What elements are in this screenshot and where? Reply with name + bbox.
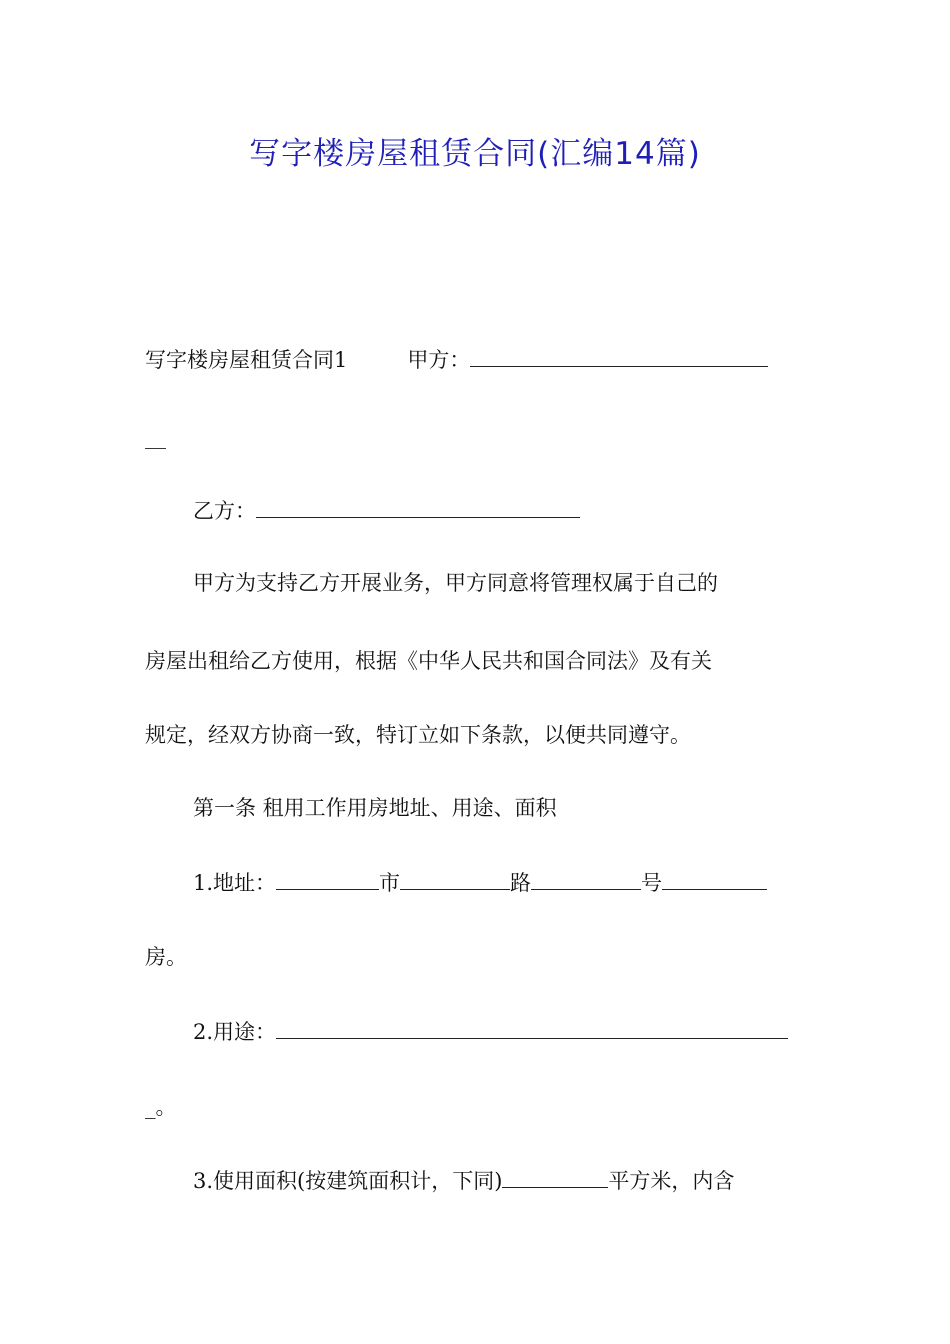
contract-heading: 写字楼房屋租赁合同1 <box>145 348 348 372</box>
area-line <box>193 1166 807 1196</box>
area-label: 3.使用面积(按建筑面积计，下同) <box>193 1169 503 1193</box>
party-a-line <box>145 345 807 375</box>
party-a-label: 甲方： <box>407 348 471 372</box>
address-room-line <box>145 942 807 972</box>
usage-label: 2.用途： <box>193 1020 277 1044</box>
usage-tail: _。 <box>145 1095 177 1119</box>
city-blank <box>276 869 379 890</box>
usage-line <box>193 1017 807 1047</box>
party-a-tail-line <box>145 422 807 452</box>
intro-line-3: 规定，经双方协商一致，特订立如下条款，以便共同遵守。 <box>145 723 691 747</box>
usage-tail-line <box>145 1092 807 1122</box>
room-blank <box>662 869 767 890</box>
intro-line-2: 房屋出租给乙方使用，根据《中华人民共和国合同法》及有关 <box>145 649 712 673</box>
party-b-line <box>193 496 807 526</box>
address-city: 市 <box>379 871 401 895</box>
party-a-blank <box>470 346 768 367</box>
address-line <box>193 868 807 898</box>
road-blank <box>400 869 510 890</box>
area-unit: 平方米，内含 <box>608 1169 735 1193</box>
article-1-title: 第一条 租用工作用房地址、用途、面积 <box>193 796 557 820</box>
intro-line-1: 甲方为支持乙方开展业务，甲方同意将管理权属于自己的 <box>193 571 718 595</box>
address-room: 房。 <box>145 945 187 969</box>
address-road: 路 <box>510 871 532 895</box>
party-b-label: 乙方： <box>193 499 256 523</box>
address-label: 1.地址： <box>193 871 277 895</box>
party-b-blank <box>256 497 580 518</box>
usage-blank <box>276 1018 788 1039</box>
party-a-tail: __ <box>145 425 166 449</box>
address-number: 号 <box>641 871 663 895</box>
number-blank <box>531 869 641 890</box>
area-blank <box>502 1167 608 1188</box>
document-title: 写字楼房屋租赁合同(汇编14篇) <box>249 136 701 172</box>
